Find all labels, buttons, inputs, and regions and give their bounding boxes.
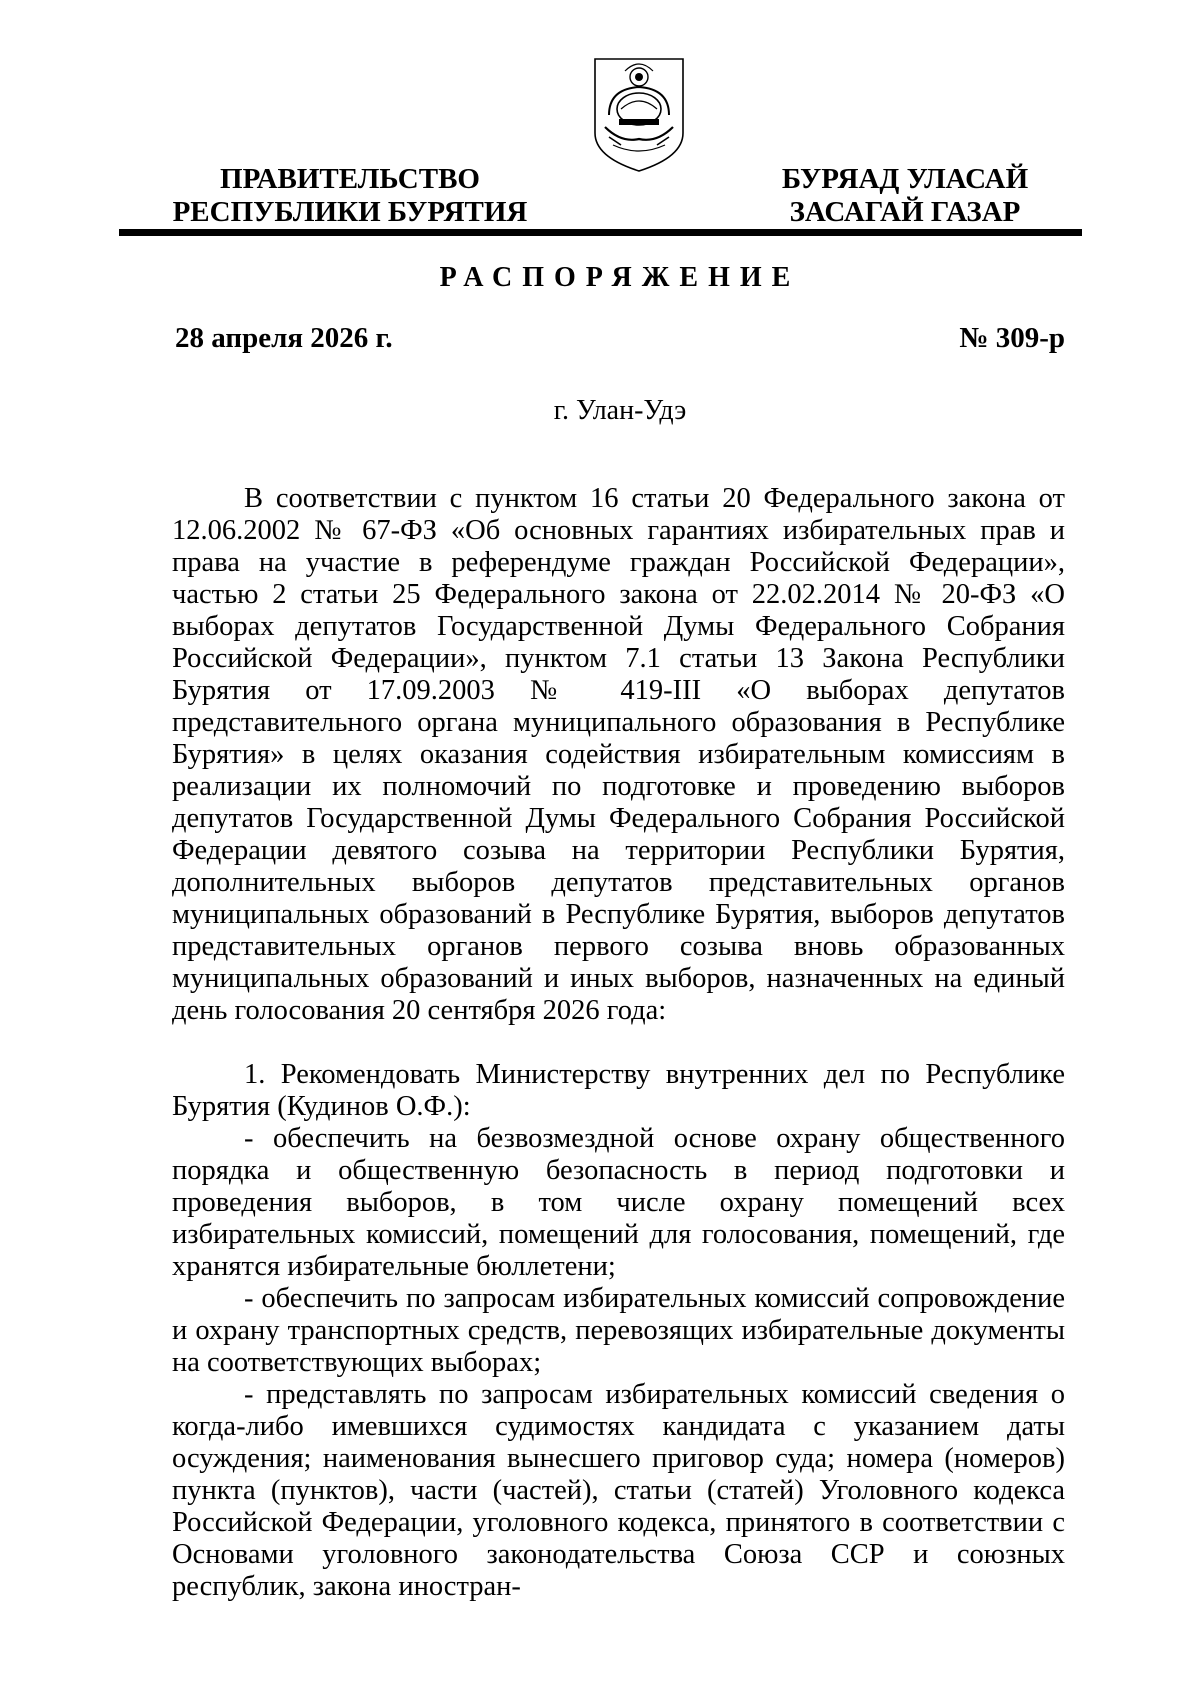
document-city: г. Улан-Удэ xyxy=(553,395,687,426)
bullet-paragraph: - обеспечить на безвозмездной основе охрану общественного порядка и общественную безопасность в период подготовки и проведения выборов, в том числе охрану помещений всех избирательных комиссий, помещений для голосования, помещений, где хранятся избирательные бюллетени; xyxy=(172,1123,1065,1282)
government-name-line-1: ПРАВИТЕЛЬСТВО xyxy=(220,163,480,195)
government-name-russian xyxy=(160,163,540,229)
header-divider xyxy=(119,229,1082,236)
document-number: № 309-р xyxy=(959,322,1065,354)
item-1-paragraph: 1. Рекомендовать Министерству внутренних дел по Республике Бурятия (Кудинов О.Ф.): xyxy=(172,1059,1065,1122)
government-name-line-2: РЕСПУБЛИКИ БУРЯТИЯ xyxy=(172,196,528,228)
document-body xyxy=(172,483,1065,1603)
government-name-buryat-line-2: ЗАСАГАЙ ГАЗАР xyxy=(789,196,1021,228)
preamble-paragraph: В соответствии с пунктом 16 статьи 20 Федерального закона от 12.06.2002 № 67-ФЗ «Об основных гарантиях избирательных прав и права на участие в референдуме граждан Российской Федерации», частью 2 статьи 25 Федерального закона от 22.02.2014 № 20-ФЗ «О выборах депутатов Государственной Думы Федерального Собрания Российской Федерации», пунктом 7.1 статьи 13 Закона Республики Бурятия от 17.09.2003 № 419-III «О выборах депутатов представительного органа муниципального образования в Республике Бурятия» в целях оказания содействия избирательным комиссиям в реализации их полномочий по подготовке и проведению выборов депутатов Государственной Думы Федерального Собрания Российской Федерации девятого созыва на территории Республики Бурятия, дополнительных выборов депутатов представительных органов муниципальных образований в Республике Бурятия, выборов депутатов представительных органов первого созыва вновь образованных муниципальных образований и иных выборов, назначенных на единый день голосования 20 сентября 2026 года: xyxy=(172,483,1065,1026)
bullet-paragraph: - представлять по запросам избирательных комиссий сведения о когда-либо имевшихся судимостях кандидата с указанием даты осуждения; наименования вынесшего приговор суда; номера (номеров) пункта (пунктов), части (частей), статьи (статей) Уголовного кодекса Российской Федерации, уголовного кодекса, принятого в соответствии с Основами уголовного законодательства Союза ССР и союзных республик, закона иностран- xyxy=(172,1379,1065,1602)
document-type-title: РАСПОРЯЖЕНИЕ xyxy=(439,262,801,293)
government-name-buryat xyxy=(745,163,1065,229)
government-name-buryat-line-1: БУРЯАД УЛАСАЙ xyxy=(781,163,1029,195)
document-date: 28 апреля 2026 г. xyxy=(175,322,393,354)
bullet-paragraph: - обеспечить по запросам избирательных комиссий сопровождение и охрану транспортных средств, перевозящих избирательные документы на соответствующих выборах; xyxy=(172,1283,1065,1378)
buryatia-coat-of-arms-icon xyxy=(591,53,687,175)
